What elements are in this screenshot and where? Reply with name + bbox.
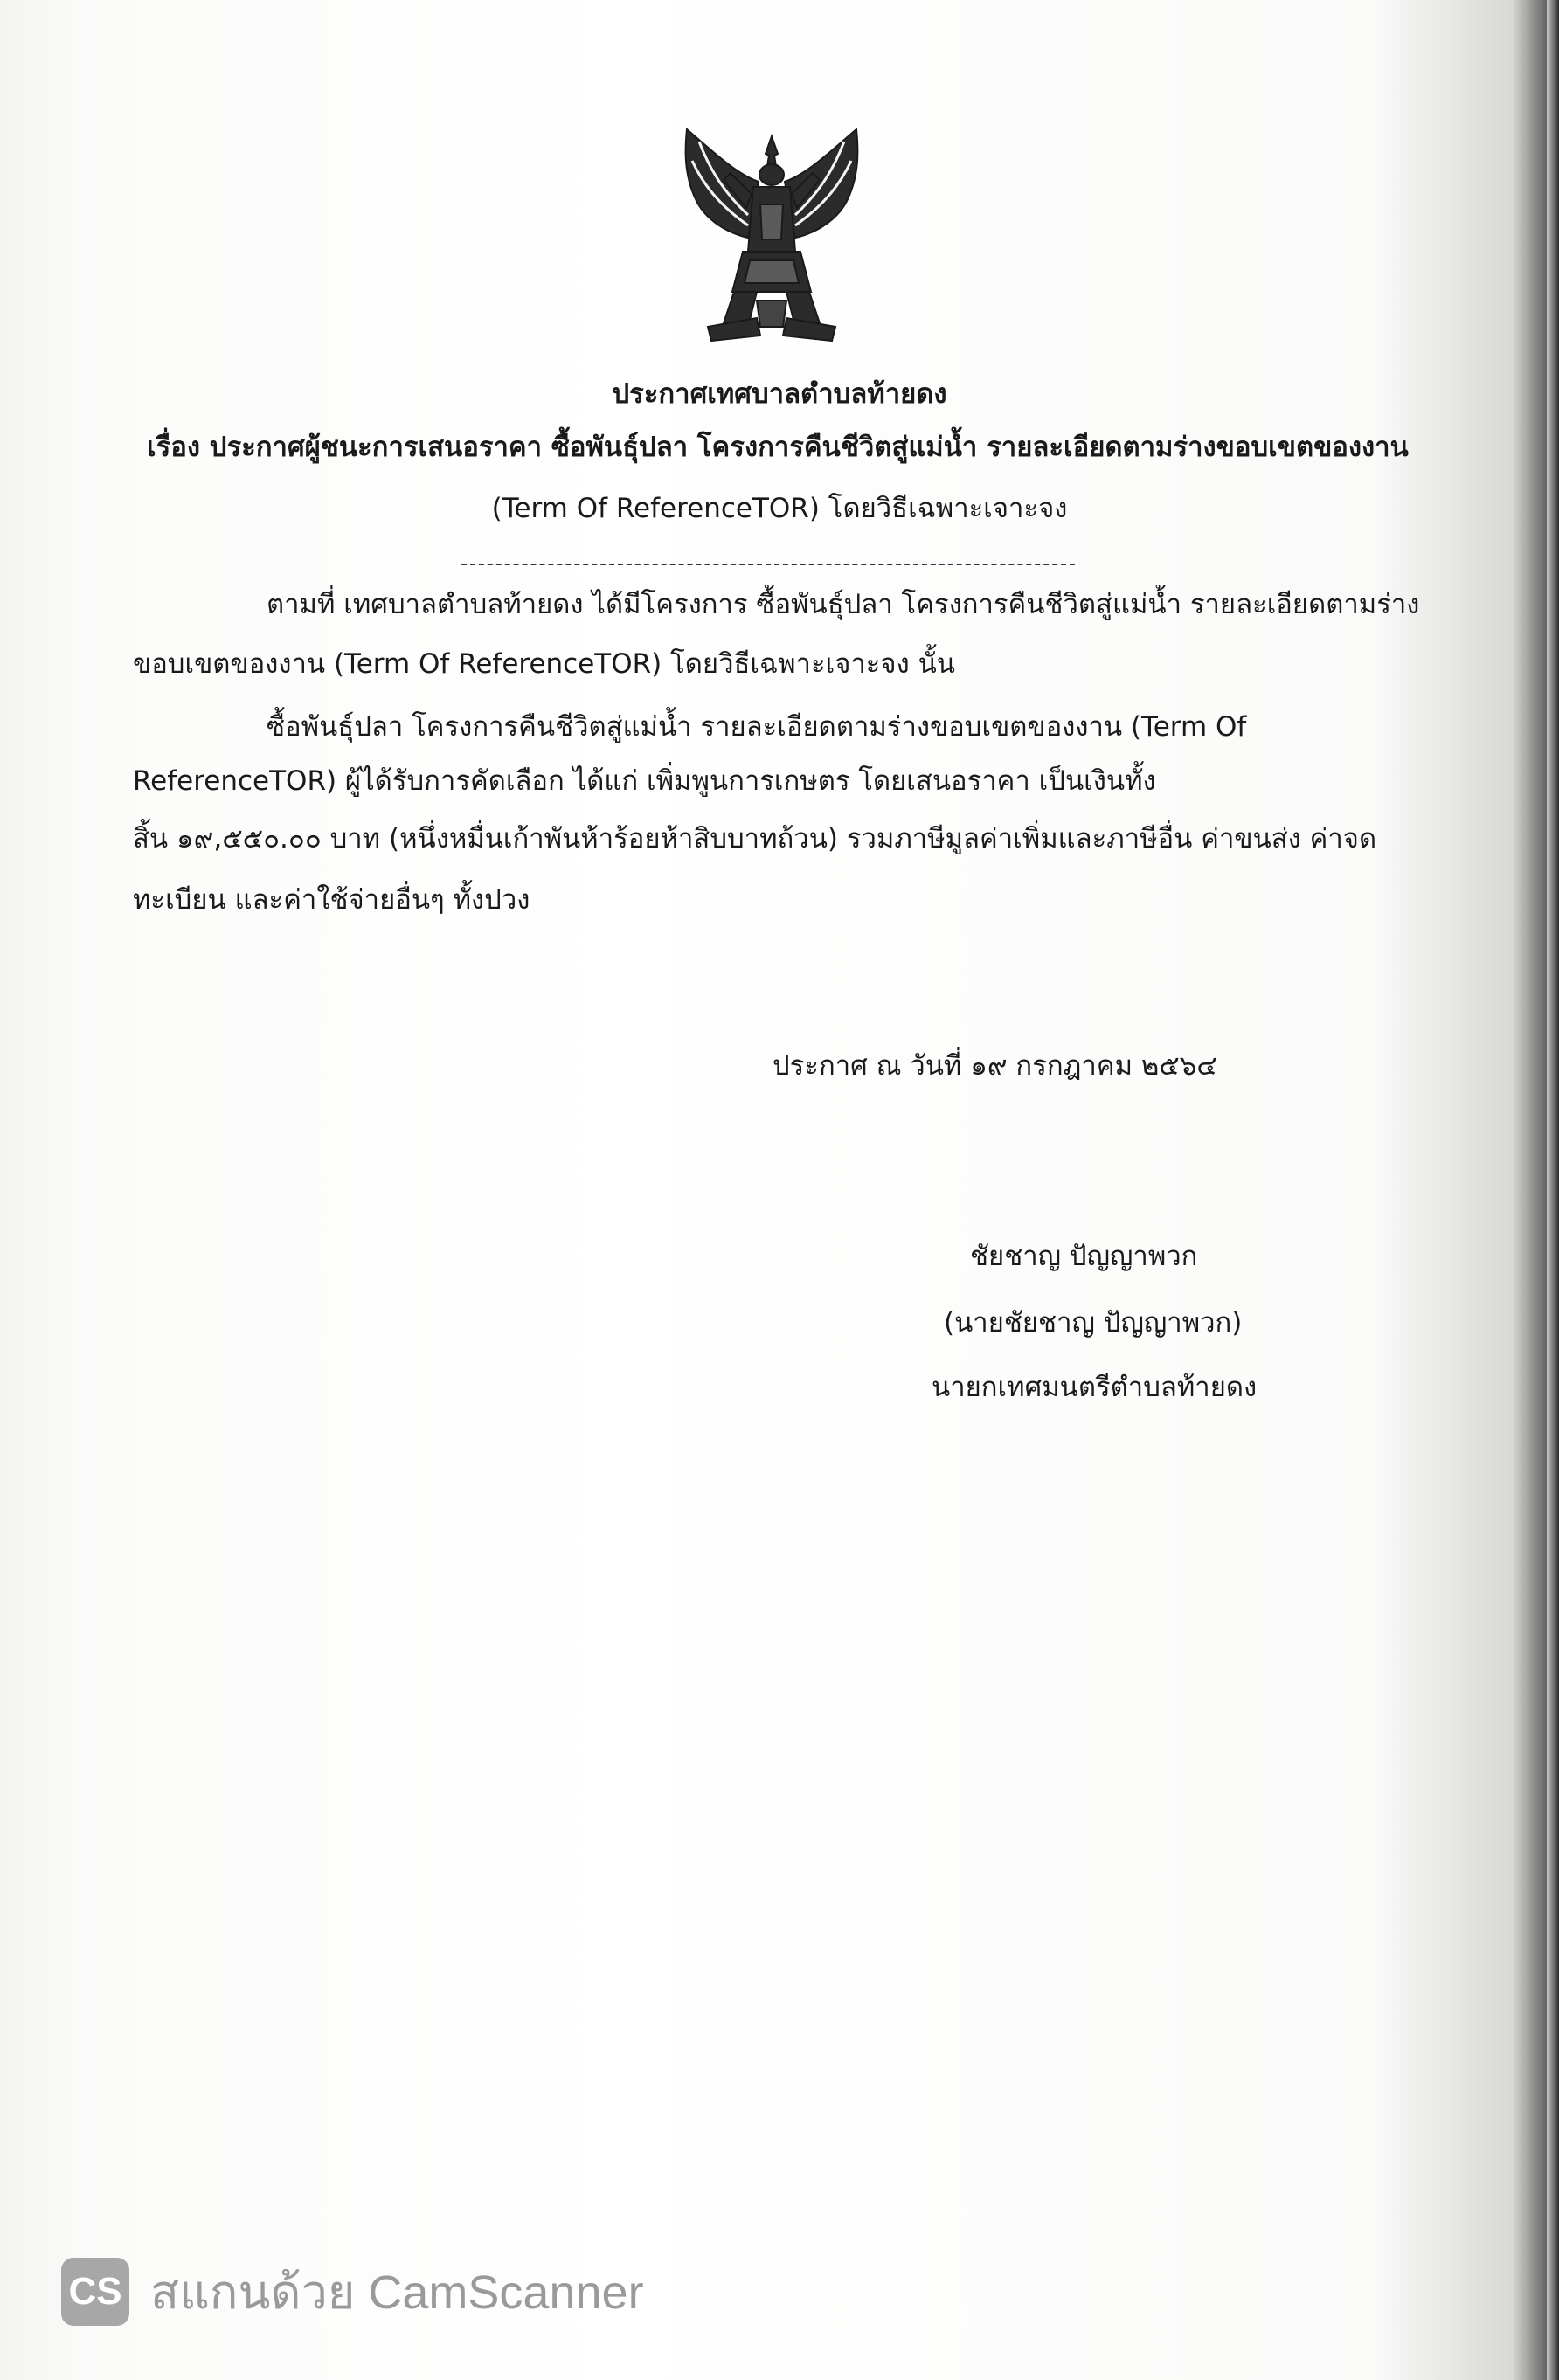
body-line: ขอบเขตของงาน (Term Of ReferenceTOR) โดยวิธีเฉพาะเจาะจง นั้น — [133, 648, 955, 680]
body-line: ตามที่ เทศบาลตำบลท้ายดง ได้มีโครงการ ซื้อพันธุ์ปลา โครงการคืนชีวิตสู่แม่น้ำ รายละเอียดตามร่าง — [267, 589, 1420, 620]
camscanner-watermark-text: สแกนด้วย CamScanner — [150, 2266, 644, 2319]
page-edge-shadow — [1547, 0, 1559, 2380]
signature-position: นายกเทศมนตรีตำบลท้ายดง — [932, 1372, 1258, 1403]
announcement-date: ประกาศ ณ วันที่ ๑๙ กรกฎาคม ๒๕๖๔ — [773, 1050, 1217, 1082]
signature-full-name: (นายชัยชาญ ปัญญาพวก) — [944, 1307, 1243, 1339]
signature-name: ชัยชาญ ปัญญาพวก — [970, 1241, 1198, 1272]
camscanner-watermark — [61, 2257, 644, 2327]
camscanner-logo: CS — [61, 2258, 129, 2326]
document-subject-line: (Term Of ReferenceTOR) โดยวิธีเฉพาะเจาะจง — [491, 493, 1068, 524]
document-org-title: ประกาศเทศบาลตำบลท้ายดง — [612, 378, 947, 410]
body-line: ReferenceTOR) ผู้ได้รับการคัดเลือก ได้แก่ เพิ่มพูนการเกษตร โดยเสนอราคา เป็นเงินทั้ง — [133, 765, 1156, 797]
garuda-emblem-icon — [673, 121, 870, 349]
body-line: ทะเบียน และค่าใช้จ่ายอื่นๆ ทั้งปวง — [133, 884, 530, 916]
body-line: สิ้น ๑๙,๕๕๐.๐๐ บาท (หนึ่งหมื่นเก้าพันห้าร้อยห้าสิบบาทถ้วน) รวมภาษีมูลค่าเพิ่มและภาษีอื่น ค่าขนส่ง ค่าจด — [133, 823, 1377, 854]
document-subject-line: เรื่อง ประกาศผู้ชนะการเสนอราคา ซื้อพันธุ์ปลา โครงการคืนชีวิตสู่แม่น้ำ รายละเอียดตามร่างขอบเขตของงาน — [147, 432, 1409, 463]
body-line: ซื้อพันธุ์ปลา โครงการคืนชีวิตสู่แม่น้ำ รายละเอียดตามร่างขอบเขตของงาน (Term Of — [267, 711, 1247, 743]
dashed-divider — [461, 564, 1075, 565]
